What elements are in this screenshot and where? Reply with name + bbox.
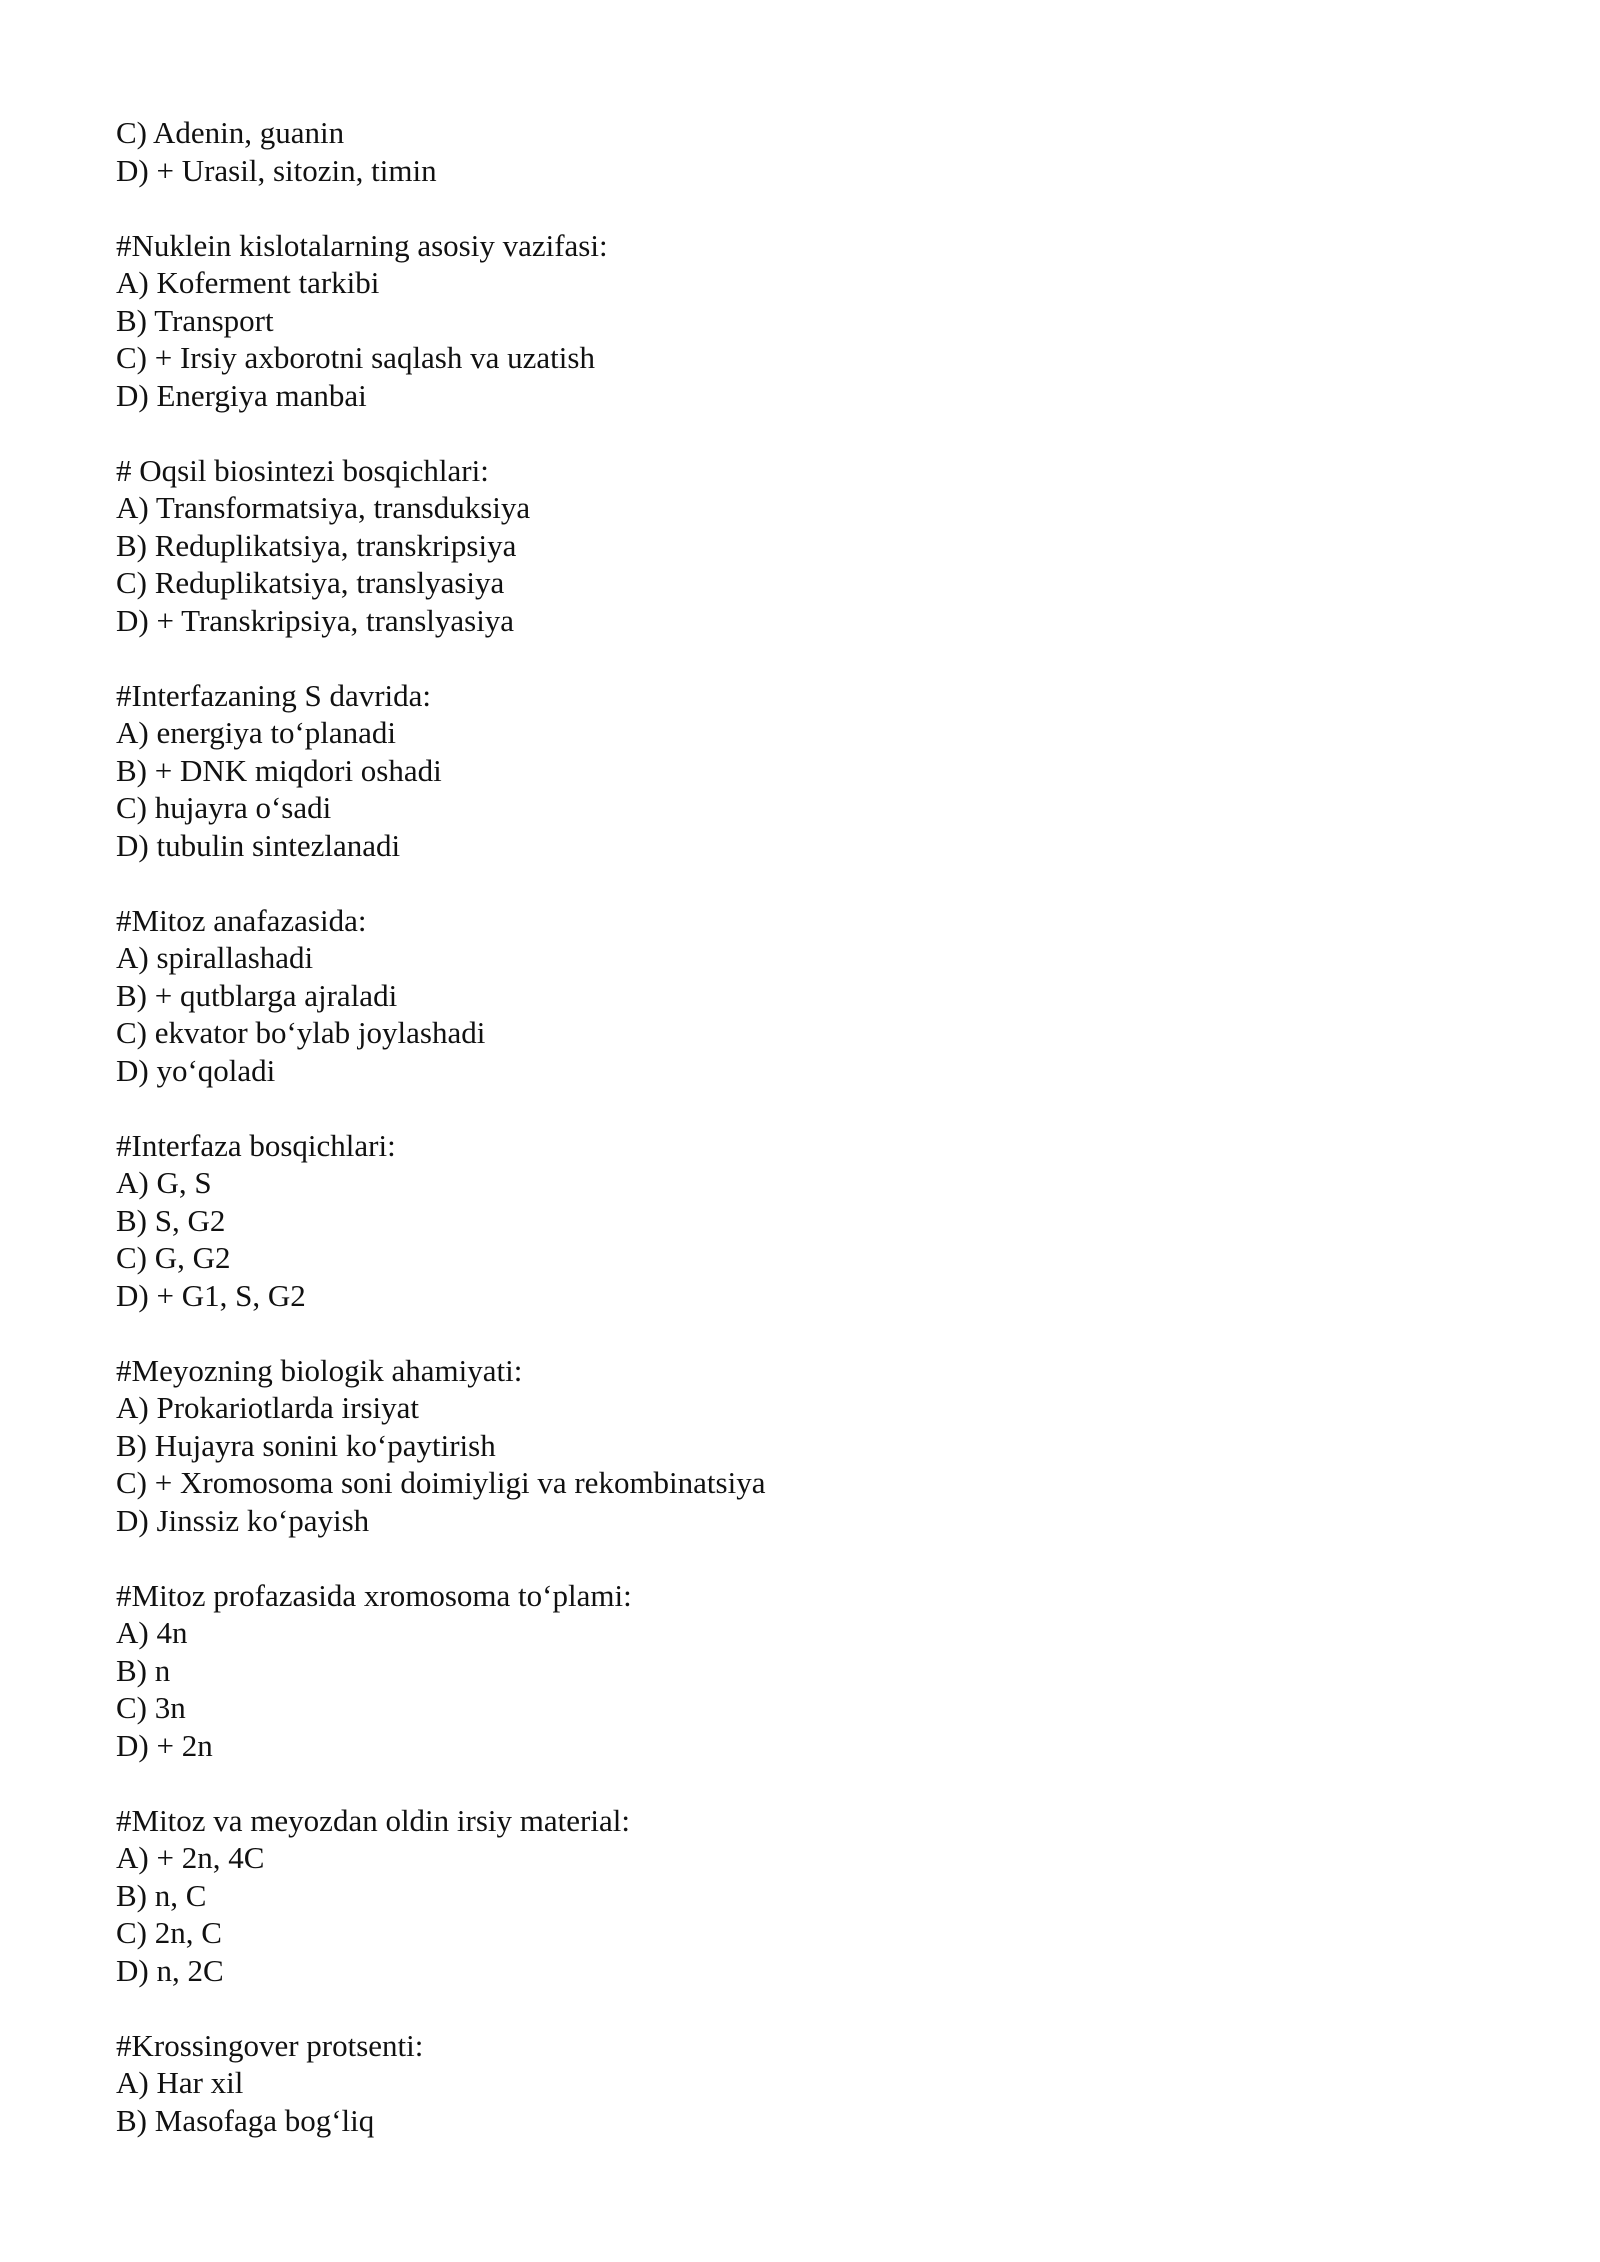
answer-option: D) Energiya manbai [116,377,367,413]
answer-option: D) yo‘qoladi [116,1052,276,1088]
document-page [116,114,1516,2139]
answer-option: A) spirallashadi [116,940,314,975]
answer-option: D) Jinssiz ko‘payish [116,1502,370,1538]
answer-option: C) 2n, C [116,1915,222,1950]
question-block [116,2027,1516,2140]
question-block [116,1577,1516,1765]
question-text: #Mitoz profazasida xromosoma to‘plami: [116,1577,632,1613]
question-block [116,1127,1516,1315]
answer-option: C) ekvator bo‘ylab joylashadi [116,1015,486,1050]
answer-option: A) Koferment tarkibi [116,265,380,300]
answer-option: B) + qutblarga ajraladi [116,977,398,1013]
answer-option: B) Transport [116,302,274,338]
answer-option: A) + 2n, 4C [116,1840,265,1875]
question-block [116,1352,1516,1540]
answer-option: A) Har xil [116,2065,244,2100]
question-text: # Oqsil biosintezi bosqichlari: [116,452,489,488]
question-text: #Mitoz va meyozdan oldin irsiy material: [116,1802,630,1838]
question-text: #Interfaza bosqichlari: [116,1127,396,1163]
answer-option: D) + Transkripsiya, translyasiya [116,602,515,638]
answer-option: B) n [116,1652,171,1688]
answer-option: D) n, 2C [116,1952,224,1988]
question-block [116,1802,1516,1990]
answer-option: A) Prokariotlarda irsiyat [116,1390,420,1425]
answer-option: B) + DNK miqdori oshadi [116,752,442,788]
question-text: #Krossingover protsenti: [116,2027,424,2063]
answer-option: C) Reduplikatsiya, translyasiya [116,565,505,600]
question-text: #Nuklein kislotalarning asosiy vazifasi: [116,227,608,263]
question-text: #Mitoz anafazasida: [116,902,367,938]
answer-option: C) hujayra o‘sadi [116,790,332,825]
question-block [116,114,1516,189]
answer-option: C) 3n [116,1690,186,1725]
answer-option: B) Hujayra sonini ko‘paytirish [116,1427,496,1463]
answer-option: B) n, C [116,1877,207,1913]
question-block [116,452,1516,640]
question-text: #Meyozning biologik ahamiyati: [116,1352,523,1388]
answer-option: B) Reduplikatsiya, transkripsiya [116,527,517,563]
answer-option: A) energiya to‘planadi [116,715,397,750]
answer-option: C) + Irsiy axborotni saqlash va uzatish [116,340,595,375]
answer-option: D) + Urasil, sitozin, timin [116,152,437,188]
answer-option: C) G, G2 [116,1240,231,1275]
question-block [116,902,1516,1090]
question-block [116,227,1516,415]
question-text: #Interfazaning S davrida: [116,677,432,713]
answer-option: B) Masofaga bog‘liq [116,2102,375,2138]
answer-option: C) + Xromosoma soni doimiyligi va rekombinatsiya [116,1465,766,1500]
answer-option: C) Adenin, guanin [116,115,345,150]
answer-option: A) G, S [116,1165,212,1200]
answer-option: A) 4n [116,1615,188,1650]
answer-option: A) Transformatsiya, transduksiya [116,490,531,525]
question-block [116,677,1516,865]
answer-option: D) tubulin sintezlanadi [116,827,401,863]
answer-option: B) S, G2 [116,1202,226,1238]
answer-option: D) + 2n [116,1727,213,1763]
answer-option: D) + G1, S, G2 [116,1277,306,1313]
